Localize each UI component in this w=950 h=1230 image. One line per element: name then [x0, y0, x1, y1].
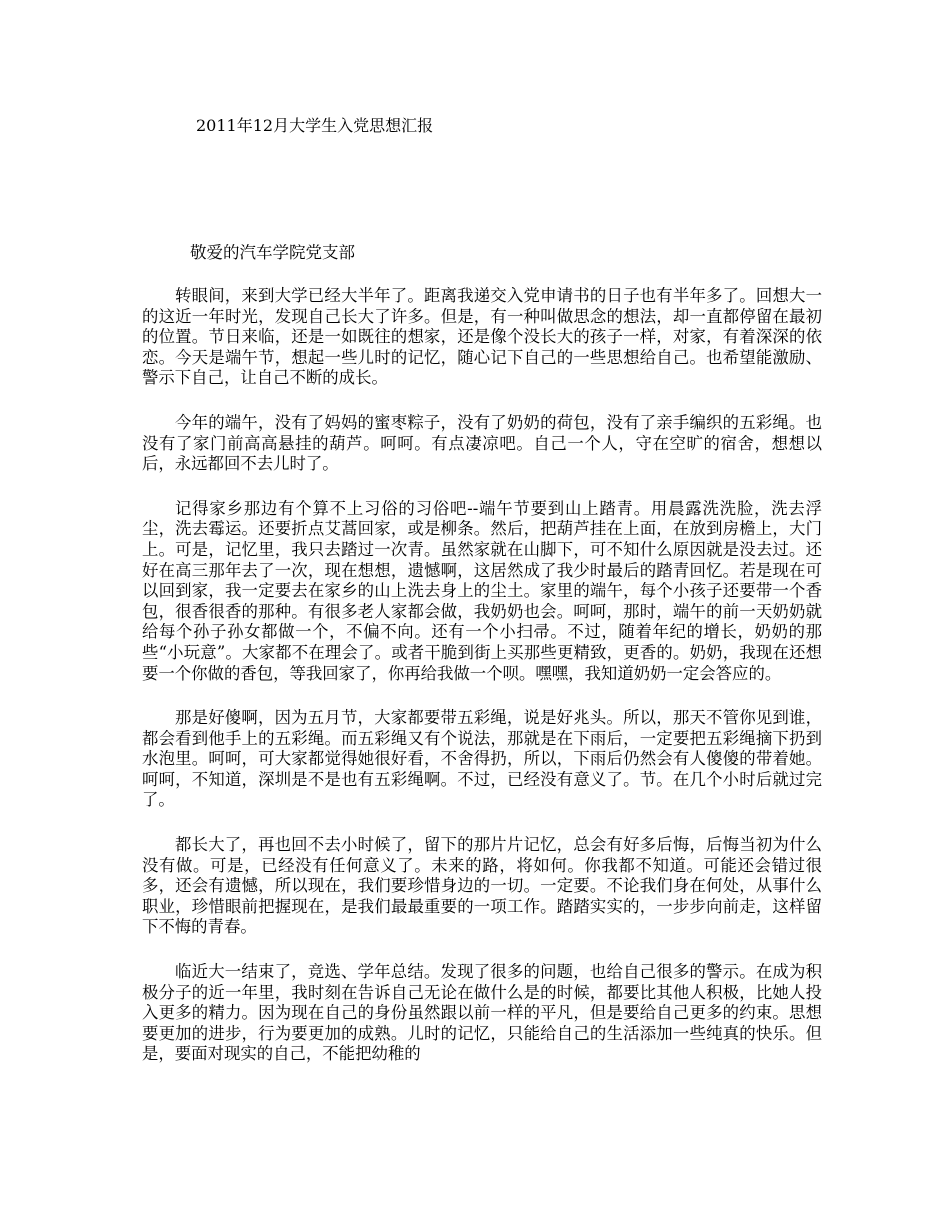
- paragraph-4: 那是好傻啊，因为五月节，大家都要带五彩绳，说是好兆头。所以，那天不管你见到谁，都会看到他手上的五彩绳。而五彩绳又有个说法，那就是在下雨后，一定要把五彩绳摘下扔到水泡里。呵呵，可大家都觉得她很好看，不舍得扔，所以，下雨后仍然会有人傻傻的带着她。呵呵，不知道，深圳是不是也有五彩绳啊。不过，已经没有意义了。节。在几个小时后就过完了。: [142, 708, 822, 810]
- paragraph-1: 转眼间，来到大学已经大半年了。距离我递交入党申请书的日子也有半年多了。回想大一的这近一年时光，发现自己长大了许多。但是，有一种叫做思念的想法，却一直都停留在最初的位置。节日来临，还是一如既往的想家，还是像个没长大的孩子一样，对家，有着深深的依恋。今天是端午节，想起一些儿时的记忆，随心记下自己的一些思想给自己。也希望能激励、警示下自己，让自己不断的成长。: [142, 286, 822, 388]
- paragraph-6: 临近大一结束了，竞选、学年总结。发现了很多的问题，也给自己很多的警示。在成为积极分子的近一年里，我时刻在告诉自己无论在做什么是的时候，都要比其他人积极，比她人投入更多的精力。因为现在自己的身份虽然跟以前一样的平凡，但是要给自己更多的约束。思想要更加的进步，行为要更加的成熟。儿时的记忆，只能给自己的生活添加一些纯真的快乐。但是，要面对现实的自己，不能把幼稚的: [142, 962, 822, 1064]
- paragraph-2: 今年的端午，没有了妈妈的蜜枣粽子，没有了奶奶的荷包，没有了亲手编织的五彩绳。也没有了家门前高高悬挂的葫芦。呵呵。有点凄凉吧。自己一个人，守在空旷的宿舍，想想以后，永远都回不去儿时了。: [142, 412, 822, 474]
- salutation: 敬爱的汽车学院党支部: [190, 243, 355, 262]
- document-title: 2011年12月大学生入党思想汇报: [196, 116, 434, 135]
- document-body: [142, 286, 822, 1089]
- paragraph-5: 都长大了，再也回不去小时候了，留下的那片片记忆，总会有好多后悔，后悔当初为什么没有做。可是，已经没有任何意义了。未来的路，将如何。你我都不知道。可能还会错过很多，还会有遗憾，所以现在，我们要珍惜身边的一切。一定要。不论我们身在何处，从事什么职业，珍惜眼前把握现在，是我们最最重要的一项工作。踏踏实实的，一步步向前走，这样留下不悔的青春。: [142, 835, 822, 937]
- paragraph-3: 记得家乡那边有个算不上习俗的习俗吧--端午节要到山上踏青。用晨露洗洗脸，洗去浮尘，洗去霉运。还要折点艾蒿回家，或是柳条。然后，把葫芦挂在上面，在放到房檐上，大门上。可是，记忆里，我只去踏过一次青。虽然家就在山脚下，可不知什么原因就是没去过。还好在高三那年去了一次，现在想想，遗憾啊，这居然成了我少时最后的踏青回忆。若是现在可以回到家，我一定要去在家乡的山上洗去身上的尘土。家里的端午，每个小孩子还要带一个香包，很香很香的那种。有很多老人家都会做，我奶奶也会。呵呵，那时，端午的前一天奶奶就给每个孙子孙女都做一个，不偏不向。还有一个小扫帚。不过，随着年纪的增长，奶奶的那些“小玩意”。大家都不在理会了。或者干脆到街上买那些更精致，更香的。奶奶，我现在还想要一个你做的香包，等我回家了，你再给我做一个呗。嘿嘿，我知道奶奶一定会答应的。: [142, 498, 822, 683]
